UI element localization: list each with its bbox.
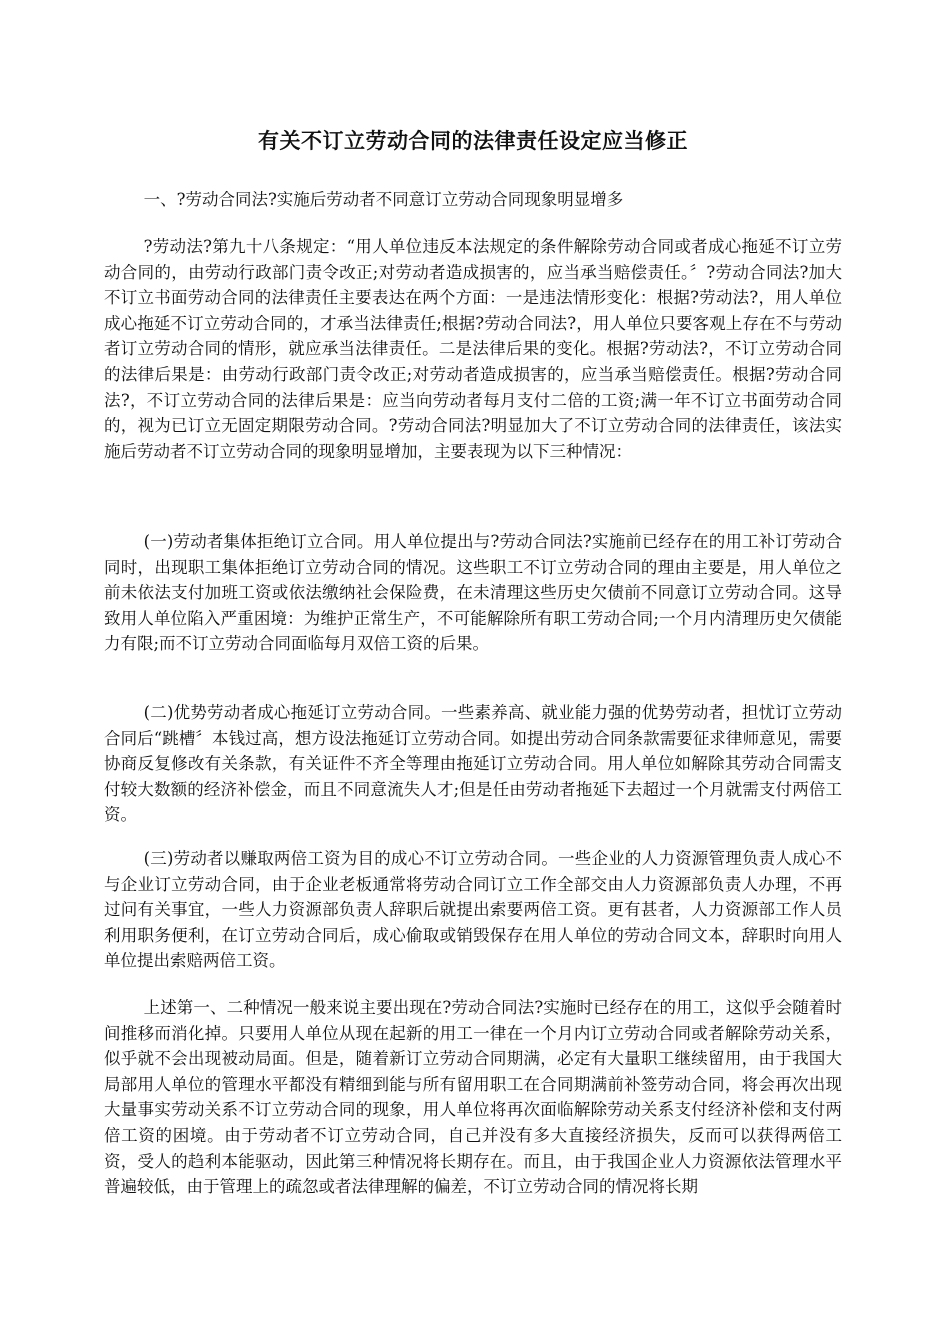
paragraph-2: (一)劳动者集体拒绝订立合同。用人单位提出与?劳动合同法?实施前已经存在的用工补订劳动合同时，出现职工集体拒绝订立劳动合同的情况。这些职工不订立劳动合同的理由主要是，用人单位之前未依法支付加班工资或依法缴纳社会保险费，在未清理这些历史欠债前不同意订立劳动合同。这导致用人单位陷入严重困境：为维护正常生产，不可能解除所有职工劳动合同;一个月内清理历史欠债能力有限;而不订立劳动合同面临每月双倍工资的后果。 bbox=[104, 532, 842, 654]
paragraph-1: ?劳动法?第九十八条规定：“用人单位违反本法规定的条件解除劳动合同或者成心拖延不订立劳动合同的，由劳动行政部门责令改正;对劳动者造成损害的，应当承当赔偿责任。〞?劳动合同法?加大不订立书面劳动合同的法律责任主要表达在两个方面：一是违法情形变化：根据?劳动法?，用人单位成心拖延不订立劳动合同的，才承当法律责任;根据?劳动合同法?，用人单位只要客观上存在不与劳动者订立劳动合同的情形，就应承当法律责任。二是法律后果的变化。根据?劳动法?，不订立劳动合同的法律后果是：由劳动行政部门责令改正;对劳动者造成损害的，应当承当赔偿责任。根据?劳动合同法?，不订立劳动合同的法律后果是：应当向劳动者每月支付二倍的工资;满一年不订立书面劳动合同的，视为已订立无固定期限劳动合同。?劳动合同法?明显加大了不订立劳动合同的法律责任，该法实施后劳动者不订立劳动合同的现象明显增加，主要表现为以下三种情况： bbox=[104, 237, 842, 461]
document-title: 有关不订立劳动合同的法律责任设定应当修正 bbox=[258, 129, 688, 153]
paragraph-4: (三)劳动者以赚取两倍工资为目的成心不订立劳动合同。一些企业的人力资源管理负责人成心不与企业订立劳动合同，由于企业老板通常将劳动合同订立工作全部交由人力资源部负责人办理，不再过问有关事宜，一些人力资源部负责人辞职后就提出索要两倍工资。更有甚者，人力资源部工作人员利用职务便利，在订立劳动合同后，成心偷取或销毁保存在用人单位的劳动合同文本，辞职时向用人单位提出索赔两倍工资。 bbox=[104, 849, 842, 971]
paragraph-5: 上述第一、二种情况一般来说主要出现在?劳动合同法?实施时已经存在的用工，这似乎会随着时间推移而消化掉。只要用人单位从现在起新的用工一律在一个月内订立劳动合同或者解除劳动关系，似乎就不会出现被动局面。但是，随着新订立劳动合同期满，必定有大量职工继续留用，由于我国大局部用人单位的管理水平都没有精细到能与所有留用职工在合同期满前补签劳动合同，将会再次出现大量事实劳动关系不订立劳动合同的现象，用人单位将再次面临解除劳动关系支付经济补偿和支付两倍工资的困境。由于劳动者不订立劳动合同，自己并没有多大直接经济损失，反而可以获得两倍工资，受人的趋利本能驱动，因此第三种情况将长期存在。而且，由于我国企业人力资源依法管理水平普遍较低，由于管理上的疏忽或者法律理解的偏差，不订立劳动合同的情况将长期 bbox=[104, 998, 842, 1197]
paragraph-3: (二)优势劳动者成心拖延订立劳动合同。一些素养高、就业能力强的优势劳动者，担忧订立劳动合同后“跳槽〞本钱过高，想方设法拖延订立劳动合同。如提出劳动合同条款需要征求律师意见，需要协商反复修改有关条款，有关证件不齐全等理由拖延订立劳动合同。用人单位如解除其劳动合同需支付较大数额的经济补偿金，而且不同意流失人才;但是任由劳动者拖延下去超过一个月就需支付两倍工资。 bbox=[104, 703, 842, 825]
section-heading: 一、?劳动合同法?实施后劳动者不同意订立劳动合同现象明显增多 bbox=[143, 190, 624, 209]
